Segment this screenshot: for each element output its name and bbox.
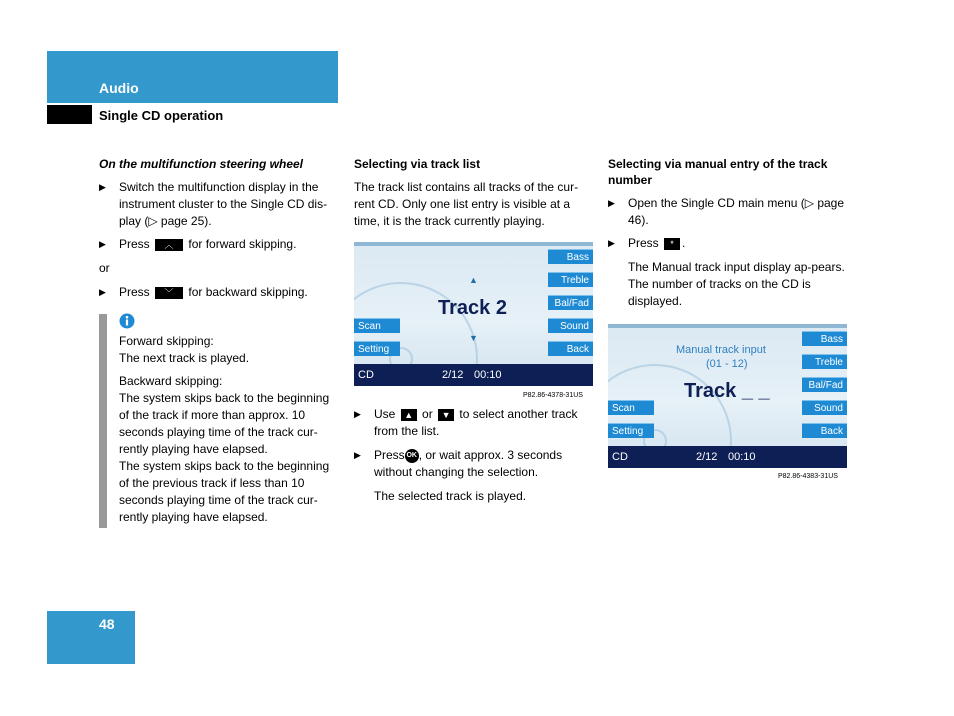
status-bar (608, 446, 847, 468)
col3-bullet-1-text: Open the Single CD main menu (▷ page 46). (628, 196, 845, 227)
track-range: (01 - 12) (706, 358, 748, 370)
info-backward-text-2: The system skips back to the beginning of the previous track if less than 10 seconds playing time of the track cur-rently playing have elapsed. (119, 459, 330, 524)
subsection-title: Single CD operation (99, 108, 224, 123)
back-button[interactable]: Back (548, 341, 593, 356)
status-track: 2/12 (442, 369, 464, 381)
setting-button[interactable]: Setting (608, 423, 654, 438)
header-bar (47, 51, 338, 103)
back-button[interactable]: Back (802, 423, 847, 438)
skip-backward-key-icon: ﹀ (155, 287, 183, 299)
status-track: 2/12 (696, 451, 718, 463)
scan-button[interactable]: Scan (354, 318, 400, 333)
scroll-down-icon[interactable]: ▼ (469, 333, 478, 343)
col2-bullet-1 (354, 406, 594, 440)
bal-fad-button[interactable]: Bal/Fad (802, 377, 847, 392)
ok-key-icon: OK (405, 449, 419, 463)
col1-bullet-1-text: Switch the multifunction display in the instrument cluster to the Single CD dis-play (▷ page 25). (119, 180, 328, 228)
scroll-up-icon[interactable]: ▲ (469, 275, 478, 285)
info-forward-text: The next track is played. (119, 351, 250, 365)
page-number-block (47, 611, 135, 664)
figure-code-1: P82.86-4378-31US (523, 392, 583, 399)
col3-heading: Selecting via manual entry of the track number (608, 157, 828, 187)
col1-bullet-1 (99, 179, 341, 230)
info-content (119, 333, 341, 526)
info-backward-title: Backward skipping: (119, 374, 223, 388)
col2-result: The selected track is played. (374, 489, 527, 503)
bal-fad-button[interactable]: Bal/Fad (548, 295, 593, 310)
header-black-tab (47, 105, 92, 124)
col1-bullet-3-post: for backward skipping. (188, 285, 308, 299)
track-list-screen (354, 242, 593, 386)
col1-heading: On the multifunction steering wheel (99, 157, 304, 171)
info-icon (119, 313, 135, 329)
bullet-arrow-icon: ▶ (608, 238, 615, 248)
col2-bullet-1-mid: or (422, 407, 433, 421)
treble-button[interactable]: Treble (548, 272, 593, 287)
col1-or: or (99, 261, 110, 275)
column-3 (608, 156, 850, 310)
col1-bullet-2-post: for forward skipping. (188, 237, 297, 251)
col3-bullet-2-post: . (682, 236, 686, 250)
col2-heading: Selecting via track list (354, 157, 481, 171)
column-2 (354, 156, 594, 230)
col2-bullet-2-post: , or wait approx. 3 seconds without changing the selection. (374, 448, 563, 479)
status-time: 00:10 (474, 369, 502, 381)
sound-button[interactable]: Sound (548, 318, 593, 333)
bullet-arrow-icon: ▶ (99, 239, 106, 249)
star-key-icon: * (664, 238, 680, 250)
col3-bullet-2 (608, 235, 850, 252)
column-2-steps (354, 406, 594, 505)
bullet-arrow-icon: ▶ (608, 198, 615, 208)
manual-input-title: Manual track input (676, 344, 766, 356)
status-source: CD (612, 451, 628, 463)
col2-bullet-2 (354, 447, 594, 481)
skip-forward-key-icon: ︿ (155, 239, 183, 251)
col1-bullet-3-pre: Press (119, 285, 150, 299)
bass-button[interactable]: Bass (548, 249, 593, 264)
info-backward-text-1: The system skips back to the beginning of the track if more than approx. 10 seconds playing time of the track cur-rently playing have elapsed. (119, 391, 330, 456)
track-label: Track 2 (438, 297, 507, 319)
col1-bullet-2 (99, 236, 341, 253)
column-1 (99, 156, 341, 301)
figure-code-2: P82.86-4383-31US (778, 473, 838, 480)
col3-bullet-1 (608, 195, 850, 229)
down-key-icon: ▼ (438, 409, 454, 421)
screen-top-line (608, 324, 847, 328)
col2-bullet-1-pre: Use (374, 407, 396, 421)
setting-button[interactable]: Setting (354, 341, 400, 356)
sound-button[interactable]: Sound (802, 400, 847, 415)
section-title: Audio (99, 80, 139, 96)
treble-button[interactable]: Treble (802, 354, 847, 369)
col3-result: The Manual track input display ap-pears. The number of tracks on the CD is displayed. (628, 260, 845, 308)
bullet-arrow-icon: ▶ (99, 182, 106, 192)
col2-bullet-2-pre: Press (374, 448, 405, 462)
status-bar (354, 364, 593, 386)
col1-bullet-2-pre: Press (119, 237, 150, 251)
manual-input-screen (608, 324, 847, 468)
bullet-arrow-icon: ▶ (99, 287, 106, 297)
status-time: 00:10 (728, 451, 756, 463)
col2-intro: The track list contains all tracks of the cur-rent CD. Only one list entry is visible at a time, it is the track currently playing. (354, 180, 579, 228)
bass-button[interactable]: Bass (802, 331, 847, 346)
info-forward-title: Forward skipping: (119, 334, 214, 348)
info-sidebar (99, 314, 107, 528)
bullet-arrow-icon: ▶ (354, 409, 361, 419)
scan-button[interactable]: Scan (608, 400, 654, 415)
up-key-icon: ▲ (401, 409, 417, 421)
page-number: 48 (99, 616, 115, 632)
screen-top-line (354, 242, 593, 246)
status-source: CD (358, 369, 374, 381)
col3-bullet-2-pre: Press (628, 236, 659, 250)
bullet-arrow-icon: ▶ (354, 450, 361, 460)
col1-bullet-3 (99, 284, 341, 301)
col2-bullet-1-post: to select another track from the list. (374, 407, 578, 438)
track-entry-label: Track _ _ (684, 380, 770, 402)
